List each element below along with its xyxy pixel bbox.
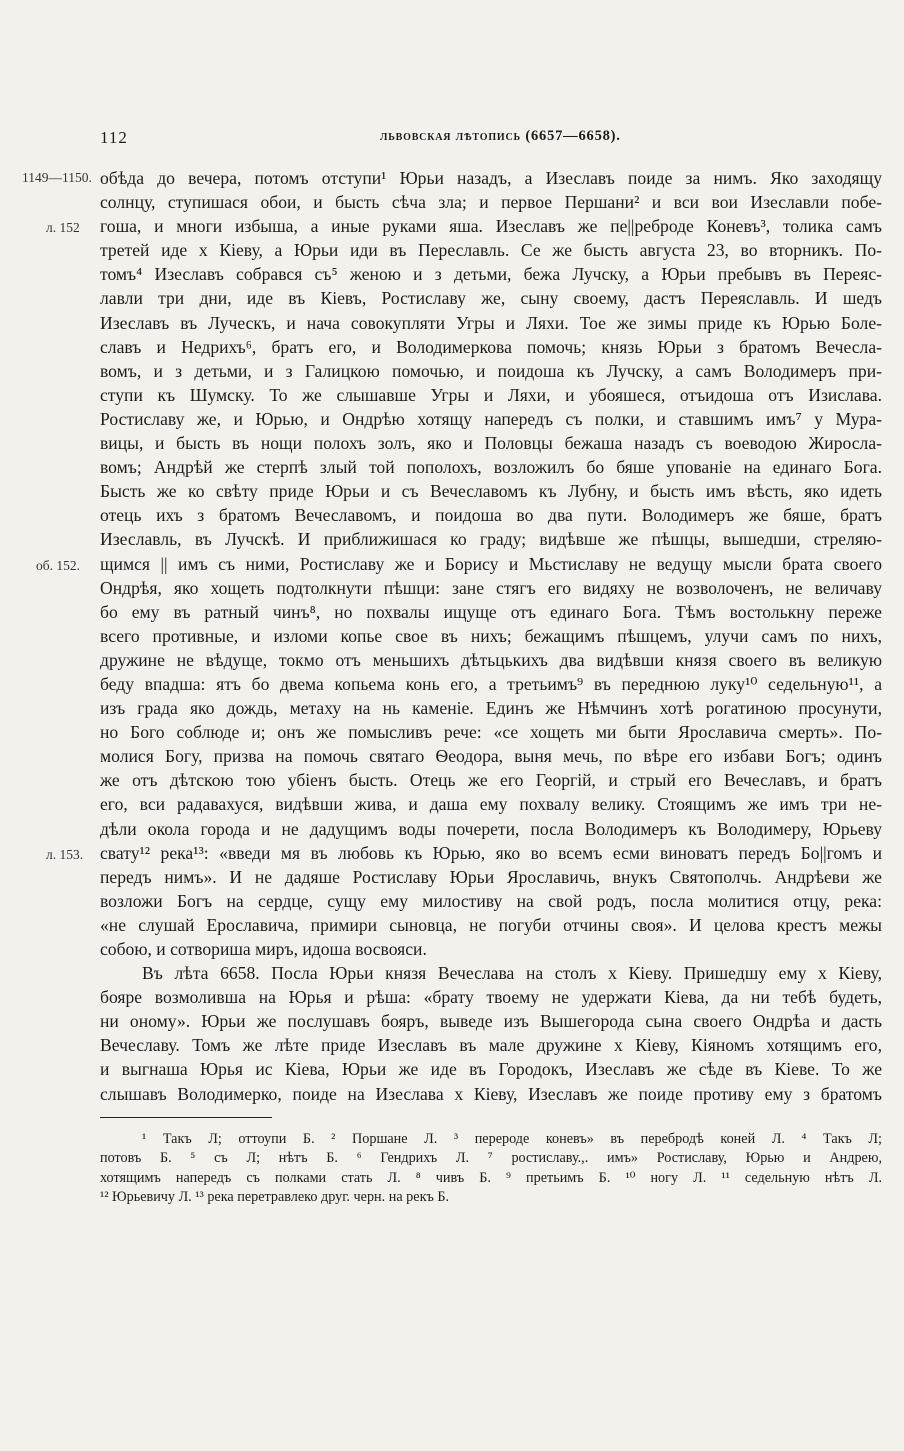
footnotes [100, 1130, 882, 1208]
text-line: всего противные, и изломи копье свое въ нихъ; бежащимъ пѣшцемъ, улучи самъ по нихъ, [100, 625, 882, 646]
text-line: Бысть же ко свѣту приде Юрьи и съ Вечеславомъ къ Лубну, и бысть имъ вѣсть, яко идеть [100, 481, 882, 502]
text-line: изъ града яко дождь, метаху на нь каменіе. Единъ же Нѣмчинъ хотѣ рогатиною просунути, [100, 698, 882, 719]
text-line: отець ихъ з братомъ Вечеславомъ, и поидоша во два пути. Володимеръ же бяше, братъ [100, 505, 882, 526]
text-line: его, вси радавахуся, видѣвши жива, и даша ему похвалу велику. Стоящимъ же имъ три не- [100, 794, 882, 815]
text-line: ни оному». Юрьи же послушавъ бояръ, выведе изъ Вышегорода сына своего Ондрѣа и дасть [100, 1011, 882, 1032]
text-line: но Бого соблюде и; онъ же помысливъ рече: «се хощеть ми быти Ярославича смерть». По- [100, 722, 882, 743]
footnote-line: ¹ Такъ Л; оттоупи Б. ² Поршане Л. ³ перероде коневъ» въ перебродѣ коней Л. ⁴ Такъ Л; [142, 1131, 882, 1147]
text-line: и выгнаша Юрья ис Кіева, Юрьи же иде въ Городокъ, Изеславъ же сѣде въ Кіеве. То же [100, 1059, 882, 1080]
text-line: дружине не вѣдуще, токмо отъ меньшихъ дѣтьцькихъ два видѣвши князя своего въ великую [100, 649, 882, 670]
text-line: Изеславль, въ Лучскѣ. И приближишася ко граду; видѣвше же пѣшцы, вышедши, стреляю- [100, 529, 882, 550]
text-line: беду впадша: ятъ бо двема копьема конь его, а третьимъ⁹ въ переднюю луку¹⁰ седельную¹¹, а [100, 673, 882, 694]
text-line: Вечеславу. Томъ же лѣте приде Изеславъ въ мале дружине х Кіеву, Кіяномъ хотящимъ его, [100, 1035, 882, 1056]
text-line: вомъ, и з детьми, и з Галицкою помочью, и поидоша къ Лучску, а самъ Володимеръ при- [100, 360, 882, 381]
margin-note-verso-152: об. 152. [36, 558, 80, 573]
text-line: передъ нимъ». И не дадяше Ростиславу Юрьи Ярославичь, внукъ Святополчь. Андрѣеви же [100, 866, 882, 887]
text-line: слышавъ Володимерко, поиде на Изеслава х Кіеву, Изеславъ же поиде противу ему з братомъ [100, 1083, 882, 1104]
text-line: томъ⁴ Изеславъ собрався съ⁵ женою и з детьми, бежа Лучску, а Юрьи пребывъ въ Переяс- [100, 264, 882, 285]
page-header [100, 128, 880, 152]
page-number: 112 [100, 128, 128, 147]
text-line: лавли три дни, иде въ Кіевъ, Ростиславу же, сыну своему, дастъ Переяславль. И шедъ [100, 288, 882, 309]
text-line: Въ лѣта 6658. Посла Юрьи князя Вечеслава на столъ х Кіеву. Пришедшу ему х Кіеву, [142, 963, 882, 984]
text-line: славъ и Недрихъ⁶, братъ его, и Володимеркова помочь; князь Юрьи з братомъ Вечесла- [100, 336, 882, 357]
text-line: свату¹² река¹³: «введи мя въ любовь къ Юрью, яко во всемъ есми виноватъ передъ Бо||гомъ и [100, 842, 882, 863]
footnote-divider [100, 1117, 272, 1118]
text-line: третей иде х Кіеву, а Юрьи иди въ Переславль. Се же бысть августа 23, во вторникъ. По- [100, 240, 882, 261]
text-line: же отъ дѣтскою тою убіенъ бысть. Отець же его Георгій, и стрый его Вечеславъ, и братъ [100, 770, 882, 791]
margin-note-years: 1149—1150. [22, 170, 92, 185]
text-line: молися Богу, призва на помочь святаго Ѳеодора, выня мечь, по вѣре его избави Богъ; одинъ [100, 746, 882, 767]
text-line: солнцу, ступишася обои, и бысть сѣча зла; и первое Першани² и вси вои Изеславли побе- [100, 192, 882, 213]
text-line: щимся || имъ съ ними, Ростиславу же и Борису и Мьстиславу не ведущу мысли брата своего [100, 553, 882, 574]
text-line: ступи къ Шумску. То же слышавше Угры и Ляхи, и убояшеся, отъидоша отъ Изислава. [100, 384, 882, 405]
text-line: собою, и сотвориша миръ, идоша восвояси. [100, 939, 427, 959]
footnote-line: ¹² Юрьевичу Л. ¹³ река перетравлеко друг. черн. на рекъ Б. [100, 1189, 450, 1206]
text-line: дѣли окола города и не дадущимъ воды почерети, посла Володимеръ къ Володимеру, Юрьеву [100, 818, 882, 839]
text-line: обѣда до вечера, потомъ отступи¹ Юрьи назадъ, а Изеславъ поиде за нимъ. Яко заходящу [100, 168, 882, 188]
text-line: возложи Богъ на сердце, сущу ему милостиву на свой родъ, посла молитися отцу, река: [100, 890, 882, 911]
text-line: бояре возмоливша на Юрья и рѣша: «брату твоему не удержати Кіева, да ни тебѣ будеть, [100, 987, 882, 1008]
text-line: Ондрѣя, яко хощеть подтолкнути пѣшци: зане стягъ его видяху не возволоченъ, не величаву [100, 577, 882, 598]
margin-note-leaf-153: л. 153. [46, 847, 84, 862]
text-line: гоша, и многи избыша, а иные руками яша. Изеславъ же пе||реброде Коневъ³, толика самъ [100, 216, 882, 237]
footnote-line: потовъ Б. ⁵ съ Л; нѣтъ Б. ⁶ Гендрихъ Л. ⁷ ростиславу.,. имъ» Ростиславу, Юрью и Андрею, [100, 1150, 882, 1167]
chronicle-text [100, 166, 882, 1106]
text-line: бо ему въ ратный чинъ⁸, но похвалы ищуще отъ единаго Бога. Тѣмъ востолькну переже [100, 601, 882, 622]
margin-note-leaf-152: л. 152 [46, 220, 80, 235]
text-line: «не слушай Ерославича, примири сыновца, не погуби отчины своя». И целова крестъ межы [100, 914, 882, 935]
text-line: вицы, и бысть въ нощи полохъ золъ, яко и Половцы бежаша назадъ съ воеводою Жиросла- [100, 433, 882, 454]
footnote-line: хотящимъ напередъ съ полками стать Л. ⁸ чивъ Б. ⁹ претьимъ Б. ¹⁰ ногу Л. ¹¹ седельную нѣтъ Л. [100, 1169, 882, 1186]
text-line: вомъ; Андрѣй же стерпѣ злый той пополохъ, возложилъ бо бяше упованіе на единаго Бога. [100, 457, 882, 478]
text-line: Ростиславу же, и Юрью, и Ондрѣю хотящу напередъ съ полки, и ставшимъ имъ⁷ у Мура- [100, 408, 882, 429]
running-title: львовская лѣтопись (6657—6658). [380, 128, 621, 144]
text-line: Изеславъ въ Луческъ, и нача совокупляти Угры и Ляхи. Тое же зимы приде къ Юрью Боле- [100, 312, 882, 333]
